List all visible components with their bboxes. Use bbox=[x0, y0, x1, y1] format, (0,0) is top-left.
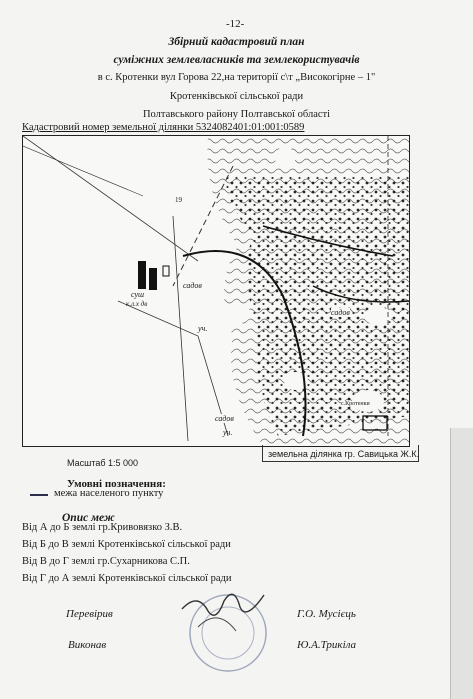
boundary-line-1: Від А до Б землі гр.Кривовязко З.В. bbox=[22, 522, 183, 533]
map-scale: Масштаб 1:5 000 bbox=[67, 458, 139, 468]
map-drawing bbox=[23, 136, 409, 446]
checked-by-name: Г.О. Мусієць bbox=[297, 608, 356, 620]
checked-by-label: Перевірив bbox=[66, 608, 113, 620]
cadastral-map bbox=[22, 135, 410, 447]
plot-label: земельна ділянка гр. Савицька Ж.К. bbox=[268, 449, 420, 459]
map-label-krotenky: с.Кротенки bbox=[341, 401, 370, 407]
boundary-description-title: Опис меж bbox=[62, 512, 115, 524]
document-subtitle: суміжних землевласників та землекористувачів bbox=[113, 54, 360, 66]
map-label-sadov-1: садов bbox=[183, 281, 202, 290]
council-line: Кротенківської сільської ради bbox=[169, 91, 304, 102]
map-label-uch-1: уч. bbox=[198, 324, 208, 333]
map-label-uch-2: уч. bbox=[223, 428, 233, 437]
boundary-line-4: Від Г до А землі Кротенківської сільської ради bbox=[22, 573, 232, 584]
map-label-sadov-3: садов bbox=[215, 414, 234, 423]
boundary-line-2: Від Б до В землі Кротенківської сільської ради bbox=[22, 539, 231, 550]
adjacent-sheet-edge bbox=[450, 428, 473, 699]
map-label-sadov-2: садов bbox=[331, 308, 350, 317]
map-label-19: 19 bbox=[175, 196, 182, 204]
boundary-line-3: Від В до Г землі гр.Сухарникова С.П. bbox=[22, 556, 190, 567]
executed-by-label: Виконав bbox=[68, 639, 107, 651]
map-label-klkh: к.л.х дв bbox=[126, 300, 148, 308]
map-label-sush: суш bbox=[131, 290, 145, 299]
location-line: в с. Кротенки вул Горова 22,на території с\т „Високогірне – 1" bbox=[97, 72, 376, 83]
page-number: -12- bbox=[226, 18, 245, 30]
official-stamp bbox=[178, 587, 270, 675]
legend-title: Умовні позначення: bbox=[67, 478, 166, 490]
cadastral-number: Кадастровий номер земельної ділянки 5324082401:01:001:0589 bbox=[22, 122, 305, 133]
legend-item: межа населеного пункту bbox=[54, 488, 164, 499]
legend-boundary-line bbox=[30, 494, 48, 496]
district-line: Полтавського району Полтавської області bbox=[142, 109, 331, 120]
document-title: Збірний кадастровий план bbox=[168, 36, 305, 48]
executed-by-name: Ю.А.Трикіла bbox=[297, 639, 357, 651]
